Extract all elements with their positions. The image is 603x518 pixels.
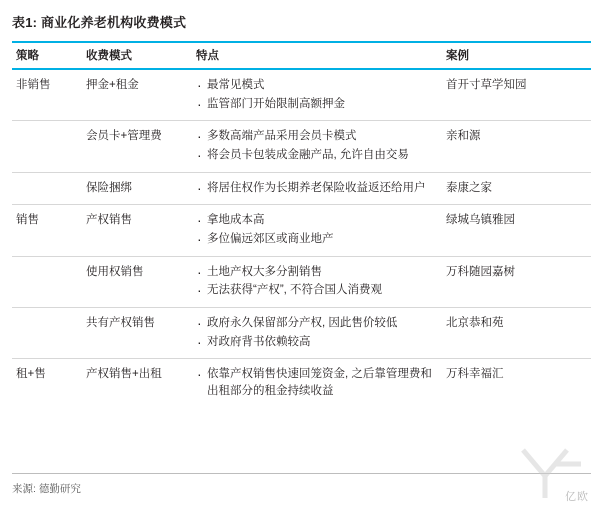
feature-item: · 多位偏远郊区或商业地产 — [196, 231, 434, 248]
cell-fee-mode: 会员卡+管理费 — [82, 121, 192, 172]
table-body — [12, 69, 591, 408]
table-row — [12, 69, 591, 121]
cell-features — [192, 359, 442, 408]
cell-features — [192, 256, 442, 307]
table-row — [12, 256, 591, 307]
cell-strategy — [12, 256, 82, 307]
cell-case: 首开寸草学知园 — [442, 69, 591, 121]
cell-fee-mode: 产权销售+出租 — [82, 359, 192, 408]
feature-item: · 将居住权作为长期养老保险收益返还给用户 — [196, 180, 434, 197]
cell-features — [192, 172, 442, 205]
feature-item: · 政府永久保留部分产权, 因此售价较低 — [196, 315, 434, 332]
column-header-features: 特点 — [192, 42, 442, 69]
feature-item: · 将会员卡包装成金融产品, 允许自由交易 — [196, 147, 434, 164]
cell-case: 北京恭和苑 — [442, 308, 591, 359]
table-header — [12, 42, 591, 69]
table-row — [12, 308, 591, 359]
cell-features — [192, 205, 442, 256]
cell-strategy: 非销售 — [12, 69, 82, 121]
table-row — [12, 359, 591, 408]
feature-item: · 最常见模式 — [196, 77, 434, 94]
table-row — [12, 205, 591, 256]
footer-divider — [12, 473, 591, 474]
feature-item: · 土地产权大多分割销售 — [196, 264, 434, 281]
cell-features — [192, 308, 442, 359]
cell-case: 亲和源 — [442, 121, 591, 172]
column-header-fee-mode: 收费模式 — [82, 42, 192, 69]
cell-fee-mode: 产权销售 — [82, 205, 192, 256]
source-note: 来源: 德勤研究 — [12, 483, 81, 495]
cell-case: 绿城乌镇雅园 — [442, 205, 591, 256]
cell-strategy — [12, 121, 82, 172]
feature-item: · 依靠产权销售快速回笼资金, 之后靠管理费和出租部分的租金持续收益 — [196, 366, 434, 399]
cell-case: 泰康之家 — [442, 172, 591, 205]
cell-features — [192, 121, 442, 172]
cell-case: 万科幸福汇 — [442, 359, 591, 408]
fee-model-table — [12, 41, 591, 408]
cell-features — [192, 69, 442, 121]
feature-item: · 多数高端产品采用会员卡模式 — [196, 128, 434, 145]
cell-fee-mode: 保险捆绑 — [82, 172, 192, 205]
cell-strategy — [12, 172, 82, 205]
feature-item: · 无法获得“产权”, 不符合国人消费观 — [196, 282, 434, 299]
table-row — [12, 121, 591, 172]
column-header-case: 案例 — [442, 42, 591, 69]
watermark-label: 亿欧 — [565, 491, 589, 503]
cell-fee-mode: 押金+租金 — [82, 69, 192, 121]
cell-strategy: 销售 — [12, 205, 82, 256]
page-title: 表1: 商业化养老机构收费模式 — [12, 15, 187, 30]
cell-strategy — [12, 308, 82, 359]
feature-item: · 对政府背书依赖较高 — [196, 334, 434, 351]
cell-fee-mode: 共有产权销售 — [82, 308, 192, 359]
cell-strategy: 租+售 — [12, 359, 82, 408]
feature-item: · 拿地成本高 — [196, 212, 434, 229]
column-header-strategy: 策略 — [12, 42, 82, 69]
feature-item: · 监管部门开始限制高额押金 — [196, 96, 434, 113]
cell-case: 万科随园嘉树 — [442, 256, 591, 307]
table-row — [12, 172, 591, 205]
cell-fee-mode: 使用权销售 — [82, 256, 192, 307]
table-header-row — [12, 42, 591, 69]
